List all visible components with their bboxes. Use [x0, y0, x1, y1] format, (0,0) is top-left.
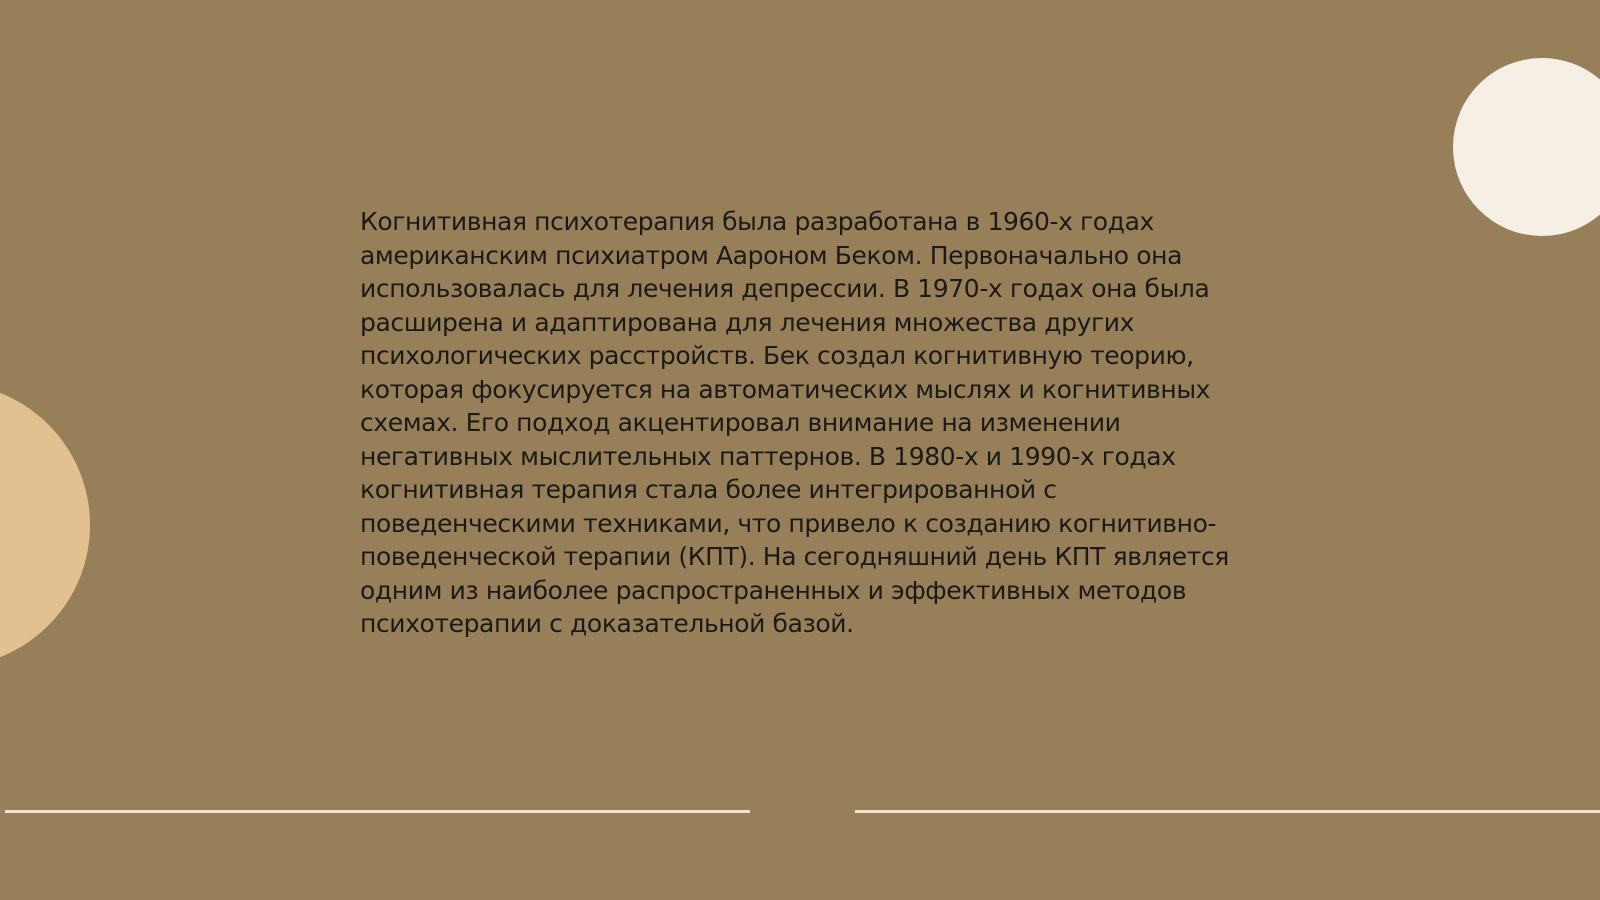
body-text: Когнитивная психотерапия была разработана в 1960-х годах американским психиатром Аароном Беком. Первоначально она использовалась для лечения депрессии. В 1970-х годах она была расширена и адаптирована для лечения множества других психологических расстройств. Бек создал когнитивную теорию, которая фокусируется на автоматических мыслях и когнитивных схемах. Его подход акцентировал внимание на изменении негативных мыслительных паттернов. В 1980-х и 1990-х годах когнитивная терапия стала более интегрированной с поведенческими техниками, что привело к созданию когнитивно-поведенческой терапии (КПТ). На сегодняшний день КПТ является одним из наиболее распространенных и эффективных методов психотерапии с доказательной базой.: [360, 207, 1229, 638]
divider-line-right: [855, 810, 1600, 813]
divider-line-left: [5, 810, 750, 813]
decorative-circle-left: [0, 383, 90, 667]
decorative-circle-top-right: [1453, 58, 1600, 236]
